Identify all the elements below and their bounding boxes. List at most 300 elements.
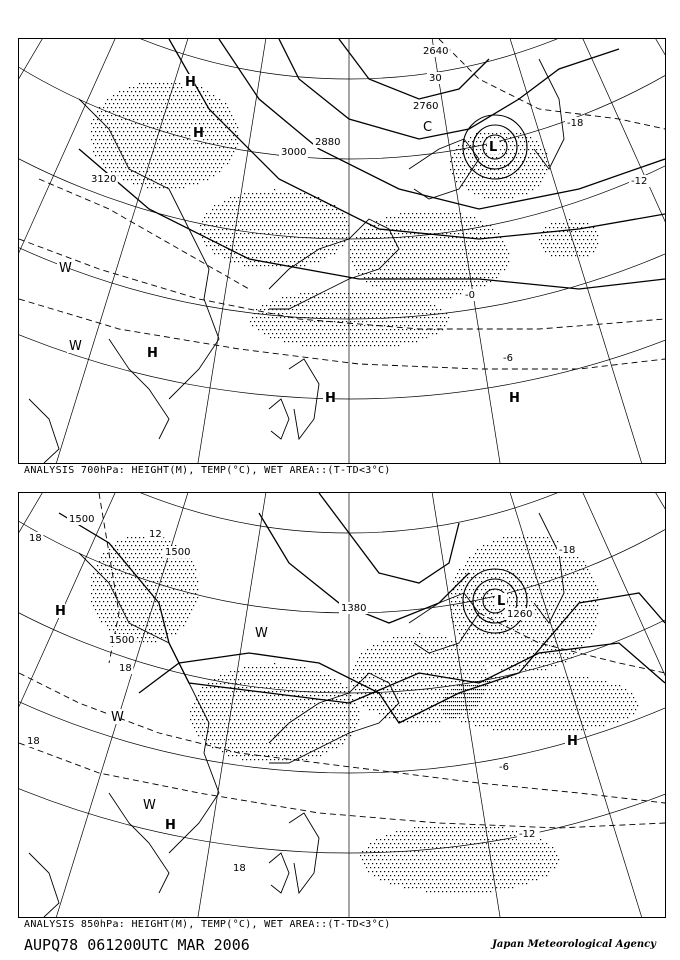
wet-dot (342, 321, 343, 322)
wet-dot (133, 605, 134, 606)
wet-dot (414, 305, 415, 306)
wet-dot (216, 209, 217, 210)
wet-dot (208, 707, 209, 708)
wet-dot (238, 687, 239, 688)
wet-dot (268, 325, 269, 326)
wet-dot (264, 193, 265, 194)
wet-dot (286, 727, 287, 728)
wet-dot (356, 237, 357, 238)
wet-dot (189, 597, 190, 598)
wet-dot (474, 265, 475, 266)
wet-dot (340, 683, 341, 684)
wet-dot (163, 123, 164, 124)
wet-dot (123, 617, 124, 618)
wet-dot (171, 171, 172, 172)
wet-dot (334, 735, 335, 736)
wet-dot (183, 163, 184, 164)
wet-dot (500, 269, 501, 270)
wet-dot (470, 177, 471, 178)
wet-dot (115, 123, 116, 124)
wet-dot (460, 245, 461, 246)
wet-dot (486, 249, 487, 250)
wet-dot (436, 285, 437, 286)
wet-dot (354, 329, 355, 330)
wet-dot (459, 649, 460, 650)
wet-dot (551, 239, 552, 240)
wet-dot (485, 669, 486, 670)
wet-dot (445, 637, 446, 638)
wet-dot (153, 613, 154, 614)
wet-dot (195, 99, 196, 100)
wet-dot (193, 167, 194, 168)
wet-dot (456, 277, 457, 278)
wet-dot (105, 167, 106, 168)
wet-dot (181, 127, 182, 128)
wet-dot (223, 163, 224, 164)
wet-dot (125, 111, 126, 112)
wet-dot (286, 751, 287, 752)
wet-dot (324, 233, 325, 234)
wet-dot (543, 247, 544, 248)
wet-dot (91, 131, 92, 132)
wet-dot (282, 337, 283, 338)
wet-dot (448, 245, 449, 246)
wet-dot (484, 173, 485, 174)
wet-dot (322, 679, 323, 680)
wet-dot (274, 743, 275, 744)
wet-dot (302, 695, 303, 696)
wet-dot (226, 245, 227, 246)
wet-dot (482, 153, 483, 154)
wet-dot (264, 225, 265, 226)
wet-dot (244, 233, 245, 234)
wet-dot (187, 139, 188, 140)
wet-dot (157, 549, 158, 550)
wet-dot (268, 739, 269, 740)
wet-dot (402, 265, 403, 266)
wet-dot (228, 217, 229, 218)
wet-dot (185, 167, 186, 168)
wet-dot (117, 557, 118, 558)
high-label: H (185, 75, 196, 90)
wet-dot (294, 679, 295, 680)
wet-dot (155, 553, 156, 554)
wet-dot (183, 577, 184, 578)
map-700hpa (19, 39, 665, 463)
wet-dot (398, 297, 399, 298)
wet-dot (334, 743, 335, 744)
wet-dot (252, 249, 253, 250)
wet-dot (224, 715, 225, 716)
low-label: L (489, 140, 498, 155)
wet-dot (328, 747, 329, 748)
wet-dot (210, 221, 211, 222)
wet-dot (445, 645, 446, 646)
wet-dot (381, 685, 382, 686)
wet-dot (220, 731, 221, 732)
wet-dot (268, 209, 269, 210)
wet-dot (399, 649, 400, 650)
wet-dot (201, 119, 202, 120)
wet-dot (300, 249, 301, 250)
wet-dot (440, 213, 441, 214)
wet-dot (484, 261, 485, 262)
wet-dot (99, 617, 100, 618)
wet-dot (366, 281, 367, 282)
wet-dot (200, 723, 201, 724)
wet-dot (518, 185, 519, 186)
wet-dot (312, 739, 313, 740)
wet-dot (465, 653, 466, 654)
wet-dot (408, 229, 409, 230)
wet-dot (324, 715, 325, 716)
wet-dot (206, 687, 207, 688)
wet-dot (151, 641, 152, 642)
wet-dot (105, 159, 106, 160)
wet-dot (141, 183, 142, 184)
wet-dot (428, 325, 429, 326)
wet-dot (207, 155, 208, 156)
wet-dot (157, 613, 158, 614)
wet-dot (498, 161, 499, 162)
wet-dot (557, 251, 558, 252)
wet-dot (147, 545, 148, 546)
wet-dot (462, 217, 463, 218)
wet-dot (99, 585, 100, 586)
wet-dot (195, 179, 196, 180)
wet-dot (244, 241, 245, 242)
wet-dot (407, 665, 408, 666)
wet-dot (536, 181, 537, 182)
wet-dot (424, 269, 425, 270)
wet-dot (183, 593, 184, 594)
wet-dot (406, 217, 407, 218)
wet-dot (400, 301, 401, 302)
wet-dot (240, 731, 241, 732)
wet-dot (446, 225, 447, 226)
wet-dot (334, 297, 335, 298)
wet-dot (504, 149, 505, 150)
wet-dot (404, 293, 405, 294)
wet-dot (185, 111, 186, 112)
wet-dot (498, 249, 499, 250)
wet-dot (434, 289, 435, 290)
wet-dot (163, 633, 164, 634)
wet-dot (189, 143, 190, 144)
wet-dot (107, 585, 108, 586)
wet-dot (133, 175, 134, 176)
wet-dot (131, 99, 132, 100)
wet-dot (391, 657, 392, 658)
wet-dot (320, 675, 321, 676)
wet-dot (390, 289, 391, 290)
wet-dot (314, 297, 315, 298)
wet-dot (342, 743, 343, 744)
wet-dot (476, 269, 477, 270)
wet-dot (171, 83, 172, 84)
wet-dot (119, 585, 120, 586)
wet-dot (298, 197, 299, 198)
wet-dot (131, 147, 132, 148)
wet-dot (318, 719, 319, 720)
wet-dot (476, 237, 477, 238)
wet-dot (173, 159, 174, 160)
wet-dot (528, 165, 529, 166)
wet-dot (434, 241, 435, 242)
wet-dot (398, 225, 399, 226)
wet-dot (400, 253, 401, 254)
wet-dot (129, 613, 130, 614)
wet-dot (145, 95, 146, 96)
wet-dot (207, 147, 208, 148)
wet-dot (119, 171, 120, 172)
wet-dot (406, 329, 407, 330)
wet-dot (386, 217, 387, 218)
wet-dot (113, 573, 114, 574)
wet-dot (334, 329, 335, 330)
wet-dot (490, 281, 491, 282)
wet-dot (161, 167, 162, 168)
wet-dot (374, 321, 375, 322)
wet-dot (292, 707, 293, 708)
wet-dot (422, 313, 423, 314)
wet-dot (330, 305, 331, 306)
wet-dot (488, 277, 489, 278)
wet-dot (302, 751, 303, 752)
wet-dot (147, 155, 148, 156)
wet-dot (173, 127, 174, 128)
wet-dot (372, 293, 373, 294)
wet-dot (432, 269, 433, 270)
wet-dot (352, 261, 353, 262)
wet-dot (352, 333, 353, 334)
wet-dot (376, 237, 377, 238)
wet-dot (440, 229, 441, 230)
wet-dot (119, 617, 120, 618)
wet-dot (290, 313, 291, 314)
wet-dot (366, 249, 367, 250)
wet-dot (254, 213, 255, 214)
wet-dot (222, 751, 223, 752)
wet-dot (232, 209, 233, 210)
wet-dot (416, 213, 417, 214)
wet-dot (97, 597, 98, 598)
wet-dot (236, 691, 237, 692)
wet-dot (486, 161, 487, 162)
wet-dot (328, 333, 329, 334)
wet-dot (236, 707, 237, 708)
wet-dot (510, 169, 511, 170)
wet-dot (210, 237, 211, 238)
wet-dot (185, 605, 186, 606)
wet-dot (452, 293, 453, 294)
wet-dot (137, 95, 138, 96)
wet-dot (177, 151, 178, 152)
wet-dot (494, 249, 495, 250)
wet-dot (115, 147, 116, 148)
wet-dot (383, 665, 384, 666)
wet-dot (268, 333, 269, 334)
wet-dot (284, 217, 285, 218)
wet-dot (105, 557, 106, 558)
wet-dot (167, 107, 168, 108)
wet-dot (496, 261, 497, 262)
wet-dot (294, 337, 295, 338)
wet-dot (181, 183, 182, 184)
wet-dot (384, 333, 385, 334)
wet-dot (270, 719, 271, 720)
wet-dot (484, 181, 485, 182)
wet-dot (129, 87, 130, 88)
wet-dot (278, 221, 279, 222)
wet-dot (135, 617, 136, 618)
wet-dot (109, 597, 110, 598)
wet-dot (250, 321, 251, 322)
wet-dot (286, 197, 287, 198)
wet-dot (286, 687, 287, 688)
wet-dot (149, 111, 150, 112)
wet-dot (240, 217, 241, 218)
wet-dot (387, 665, 388, 666)
wet-dot (482, 169, 483, 170)
wet-dot (437, 661, 438, 662)
wet-dot (304, 715, 305, 716)
wet-dot (422, 289, 423, 290)
wet-dot (488, 197, 489, 198)
wet-dot (206, 229, 207, 230)
wet-dot (370, 345, 371, 346)
wet-dot (409, 661, 410, 662)
wet-dot (456, 213, 457, 214)
wet-dot (292, 241, 293, 242)
wet-dot (358, 249, 359, 250)
wet-dot (113, 557, 114, 558)
wet-dot (486, 257, 487, 258)
wet-dot (412, 269, 413, 270)
wet-dot (161, 143, 162, 144)
wet-dot (222, 205, 223, 206)
wet-dot (274, 759, 275, 760)
wet-dot (526, 169, 527, 170)
wet-dot (399, 673, 400, 674)
wet-dot (401, 637, 402, 638)
wet-dot (189, 127, 190, 128)
wet-dot (262, 245, 263, 246)
wet-dot (549, 243, 550, 244)
wet-dot (398, 345, 399, 346)
wet-dot (386, 273, 387, 274)
wet-dot (217, 151, 218, 152)
wet-dot (398, 305, 399, 306)
wet-dot (528, 173, 529, 174)
wet-dot (284, 747, 285, 748)
wet-dot (504, 173, 505, 174)
wet-dot (129, 103, 130, 104)
wet-dot (428, 309, 429, 310)
wet-dot (147, 91, 148, 92)
wet-dot (111, 171, 112, 172)
wet-dot (278, 253, 279, 254)
wet-dot (179, 609, 180, 610)
wet-dot (426, 257, 427, 258)
wet-dot (591, 247, 592, 248)
wet-dot (187, 577, 188, 578)
wet-dot (121, 119, 122, 120)
wet-dot (137, 159, 138, 160)
wet-dot (464, 149, 465, 150)
wet-dot (208, 683, 209, 684)
wet-dot (591, 239, 592, 240)
wet-dot (123, 107, 124, 108)
wet-dot (530, 153, 531, 154)
wet-dot (406, 313, 407, 314)
wet-dot (276, 699, 277, 700)
wet-dot (149, 621, 150, 622)
wet-dot (185, 573, 186, 574)
wet-dot (135, 577, 136, 578)
wet-dot (420, 285, 421, 286)
wet-dot (171, 609, 172, 610)
wet-dot (222, 719, 223, 720)
wet-dot (219, 131, 220, 132)
wet-dot (127, 625, 128, 626)
wet-dot (286, 305, 287, 306)
wet-dot (183, 123, 184, 124)
wet-dot (260, 707, 261, 708)
wet-dot (226, 237, 227, 238)
wet-dot (197, 581, 198, 582)
wet-dot (512, 141, 513, 142)
wet-dot (306, 205, 307, 206)
wet-dot (151, 617, 152, 618)
wet-dot (272, 257, 273, 258)
wet-dot (167, 155, 168, 156)
wet-dot (248, 715, 249, 716)
wet-dot (248, 667, 249, 668)
wet-dot (379, 681, 380, 682)
wet-dot (372, 229, 373, 230)
wet-dot (139, 633, 140, 634)
wet-dot (268, 691, 269, 692)
wet-dot (155, 187, 156, 188)
wet-dot (292, 225, 293, 226)
wet-dot (284, 233, 285, 234)
wet-dot (129, 565, 130, 566)
wet-dot (189, 135, 190, 136)
wet-dot (488, 245, 489, 246)
wet-dot (422, 281, 423, 282)
wet-dot (234, 727, 235, 728)
wet-dot (569, 251, 570, 252)
wet-dot (310, 679, 311, 680)
wet-dot (171, 633, 172, 634)
wet-dot (340, 341, 341, 342)
wet-dot (298, 229, 299, 230)
wet-dot (278, 743, 279, 744)
wet-dot (403, 665, 404, 666)
wet-dot (394, 321, 395, 322)
wet-dot (340, 715, 341, 716)
wet-dot (179, 569, 180, 570)
wet-dot (492, 157, 493, 158)
wet-dot (421, 653, 422, 654)
wet-dot (137, 637, 138, 638)
wet-dot (139, 83, 140, 84)
wet-dot (252, 715, 253, 716)
wet-dot (336, 723, 337, 724)
wet-dot (457, 669, 458, 670)
wet-dot (326, 695, 327, 696)
